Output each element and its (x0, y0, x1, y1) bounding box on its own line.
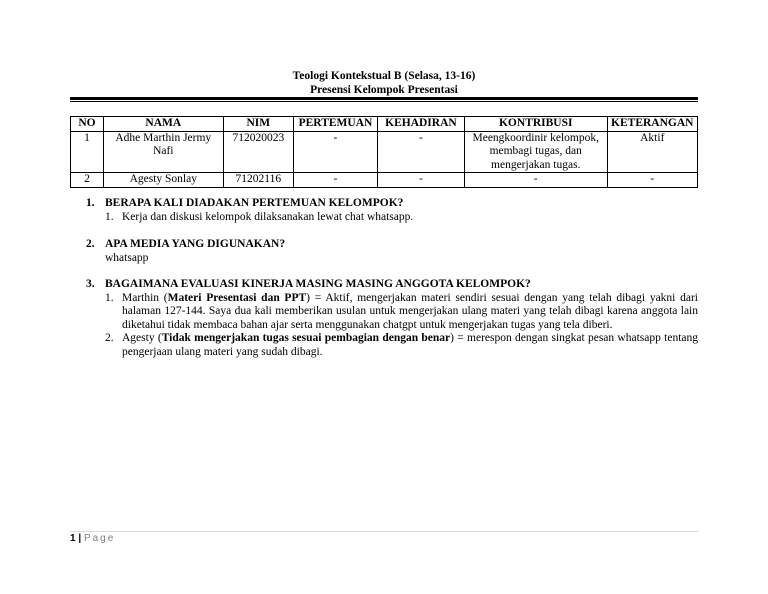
table-row (71, 173, 698, 188)
cell-nama: Adhe Marthin Jermy Nafi (103, 131, 223, 173)
list-item-number: 1. (105, 210, 114, 223)
page-number: 1 (70, 533, 76, 544)
member-evaluation: = merespon dengan singkat pesan whatsapp tentang pengerjaan ulang materi yang sudah dibagi. (122, 332, 698, 358)
cell-pertemuan: - (293, 131, 377, 173)
document-subtitle: Presensi Kelompok Presentasi (310, 84, 458, 96)
cell-keterangan: - (607, 173, 697, 188)
page-separator: | (78, 533, 82, 544)
cell-kehadiran: - (377, 173, 464, 188)
page-label: Page (83, 533, 116, 544)
column-header-kontribusi: KONTRIBUSI (464, 117, 607, 132)
cell-keterangan: Aktif (607, 131, 697, 173)
member-evaluation: = Aktif, mengerjakan materi sendiri sesuai dengan yang telah dibagi yakni dari halaman 127-144. Saya dua kali memberikan usulan untuk mengerjakan ulang materi yang telah dibagi karena anggota lain diketahui tidak membaca bahan ajar serta menggunakan chatgpt untuk mengerjakan tugas yang tela diberi. (122, 291, 698, 331)
member-name: Agesty (122, 332, 155, 344)
list-item (86, 292, 698, 333)
cell-nim: 712020023 (223, 131, 293, 173)
column-header-no: NO (71, 117, 104, 132)
list-item-number: 2. (105, 332, 114, 344)
question-section-1 (86, 197, 698, 224)
page-footer (70, 533, 115, 545)
question-number: 1. (86, 197, 95, 209)
answer-text: whatsapp (105, 251, 149, 264)
cell-nim: 71202116 (223, 173, 293, 188)
column-header-keterangan: KETERANGAN (607, 117, 697, 132)
member-role: Tidak mengerjakan tugas sesuai pembagian dengan benar (161, 332, 451, 344)
cell-pertemuan: - (293, 173, 377, 188)
column-header-nim: NIM (223, 117, 293, 132)
cell-no: 2 (71, 173, 104, 188)
cell-nama: Agesty Sonlay (103, 173, 223, 188)
question-title: APA MEDIA YANG DIGUNAKAN? (105, 238, 286, 250)
question-number: 2. (86, 238, 95, 250)
cell-no: 1 (71, 131, 104, 173)
member-role: Materi Presentasi dan PPT (167, 291, 307, 304)
header-rule-thin (70, 101, 698, 102)
question-section-3 (86, 278, 698, 359)
list-item-body: Marthin (Materi Presentasi dan PPT) = Aktif, mengerjakan materi sendiri sesuai dengan yang telah dibagi yakni dari halaman 127-144. Saya dua kali memberikan usulan untuk mengerjakan ulang materi yang telah dibagi karena anggota lain diketahui tidak membaca bahan ajar serta menggunakan chatgpt untuk mengerjakan tugas yang tela diberi. (122, 291, 698, 331)
question-number: 3. (86, 278, 95, 290)
cell-kehadiran: - (377, 131, 464, 173)
cell-kontribusi: - (464, 173, 607, 188)
header-rule-thick (70, 97, 698, 100)
question-title: BAGAIMANA EVALUASI KINERJA MASING MASING ANGGOTA KELOMPOK? (105, 278, 531, 290)
table-row (71, 131, 698, 173)
question-heading (86, 238, 698, 252)
question-section-2 (86, 238, 698, 265)
cell-kontribusi: Meengkoordinir kelompok, membagi tugas, dan mengerjakan tugas. (464, 131, 607, 173)
table-header-row (71, 117, 698, 132)
list-item (86, 211, 698, 225)
list-item-body: Agesty (Tidak mengerjakan tugas sesuai pembagian dengan benar) = merespon dengan singkat pesan whatsapp tentang pengerjaan ulang materi yang sudah dibagi. (122, 332, 698, 358)
member-name: Marthin (122, 291, 160, 304)
question-heading (86, 197, 698, 211)
column-header-kehadiran: KEHADIRAN (377, 117, 464, 132)
attendance-table (70, 116, 698, 188)
document-title: Teologi Kontekstual B (Selasa, 13-16) (292, 70, 476, 82)
question-heading (86, 278, 698, 292)
list-item-number: 1. (105, 291, 114, 304)
footer-rule (70, 531, 698, 532)
list-item-text: Kerja dan diskusi kelompok dilaksanakan lewat chat whatsapp. (122, 210, 414, 223)
column-header-nama: NAMA (103, 117, 223, 132)
question-title: BERAPA KALI DIADAKAN PERTEMUAN KELOMPOK? (105, 197, 404, 209)
list-item (86, 332, 698, 359)
column-header-pertemuan: PERTEMUAN (293, 117, 377, 132)
